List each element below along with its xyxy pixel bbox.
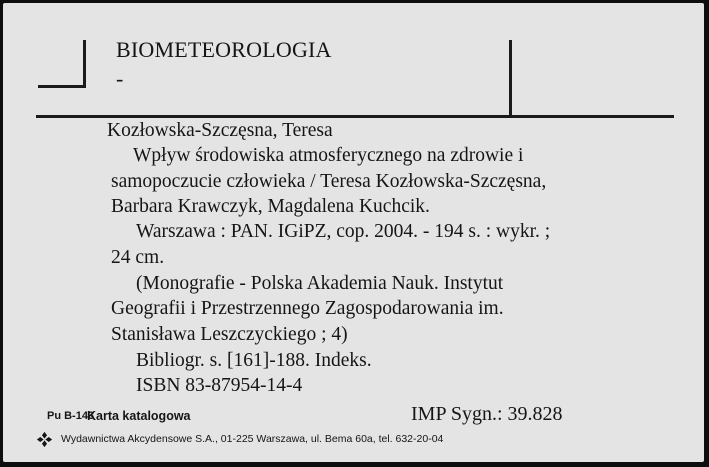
imprint-line: 24 cm.: [111, 247, 165, 268]
shelf-signature: IMP Sygn.: 39.828: [411, 403, 563, 425]
heading-rule: [36, 115, 674, 118]
printer-mark-icon: [36, 431, 53, 448]
title-line: samopoczucie człowieka / Teresa Kozłowska-Szczęsna,: [111, 171, 547, 192]
bibliography-note: Bibliogr. s. [161]-188. Indeks.: [136, 350, 372, 371]
series-line: Geografii i Przestrzennego Zagospodarowania im.: [111, 298, 504, 319]
catalog-card: [3, 3, 704, 462]
title-line: Barbara Krawczyk, Magdalena Kuchcik.: [111, 196, 430, 217]
series-line: (Monografie - Polska Akademia Nauk. Instytut: [136, 273, 504, 294]
form-code: Pu B-143: [47, 410, 95, 422]
title-line: Wpływ środowiska atmosferycznego na zdrowie i: [133, 145, 524, 166]
imprint-line: Warszawa : PAN. IGiPZ, cop. 2004. - 194 s. : wykr. ;: [136, 221, 551, 242]
heading-box-right-line: [509, 40, 512, 117]
subject-heading: BIOMETEOROLOGIA: [116, 37, 332, 62]
series-line: Stanisława Leszczyckiego ; 4): [111, 324, 348, 345]
card-type-label: Karta katalogowa: [87, 409, 191, 423]
corner-mark-horizontal: [38, 85, 86, 88]
subject-heading-dash: -: [116, 66, 124, 91]
publisher-line: Wydawnictwa Akcydensowe S.A., 01-225 Warszawa, ul. Bema 60a, tel. 632-20-04: [61, 433, 444, 445]
corner-mark-vertical: [83, 40, 86, 88]
isbn-line: ISBN 83-87954-14-4: [136, 375, 303, 396]
author-line: Kozłowska-Szczęsna, Teresa: [107, 120, 333, 141]
